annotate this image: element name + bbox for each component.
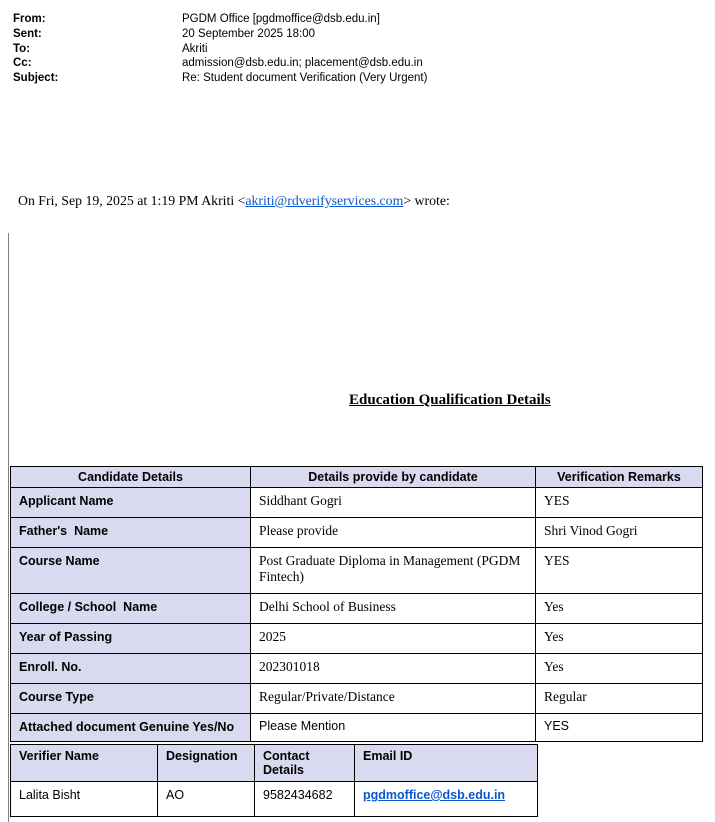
verifier-designation: AO [158, 781, 255, 816]
quote-intro [18, 192, 715, 209]
verifier-data-row [11, 781, 538, 816]
cell-value: Please Mention [251, 713, 536, 741]
header-designation: Designation [158, 744, 255, 781]
cell-value: Post Graduate Diploma in Management (PGDM Fintech) [251, 547, 536, 593]
field-label: From: [13, 13, 46, 25]
cell-remark: Yes [536, 623, 703, 653]
cell-remark: YES [536, 547, 703, 593]
cell-label: Attached document Genuine Yes/No [11, 713, 251, 741]
title-row [9, 233, 715, 409]
cell-remark: Shri Vinod Gogri [536, 517, 703, 547]
table-row [11, 623, 703, 653]
cell-remark: Regular [536, 683, 703, 713]
cell-label: Year of Passing [11, 623, 251, 653]
header-field-to [13, 42, 715, 57]
header-verifier-name: Verifier Name [11, 744, 158, 781]
cell-label: Course Type [11, 683, 251, 713]
header-field-subject [13, 71, 715, 86]
header-verification-remarks: Verification Remarks [536, 466, 703, 487]
field-value: 20 September 2025 18:00 [182, 27, 315, 40]
field-label: Sent: [13, 27, 42, 40]
cell-remark: YES [536, 487, 703, 517]
header-field-from [13, 12, 715, 27]
cell-value: Delhi School of Business [251, 593, 536, 623]
verifier-name: Lalita Bisht [11, 781, 158, 816]
document-title: Education Qualification Details [349, 391, 551, 408]
header-email-id: Email ID [355, 744, 538, 781]
field-label: Cc: [13, 57, 32, 70]
field-value: PGDM Office [pgdmoffice@dsb.edu.in] [182, 13, 380, 25]
verifier-email-cell [355, 781, 538, 816]
header-field-cc [13, 56, 715, 71]
cell-remark: Yes [536, 593, 703, 623]
table-row [11, 517, 703, 547]
verifier-contact: 9582434682 [255, 781, 355, 816]
sender-email-link[interactable]: akriti@rdverifyservices.com [245, 192, 404, 208]
cell-value: Please provide [251, 517, 536, 547]
table-row [11, 713, 703, 741]
cell-value: Siddhant Gogri [251, 487, 536, 517]
header-contact-details: Contact Details [255, 744, 355, 781]
header-field-sent [13, 27, 715, 42]
table-row [11, 547, 703, 593]
cell-label: Applicant Name [11, 487, 251, 517]
cell-label: Course Name [11, 547, 251, 593]
cell-remark: YES [536, 713, 703, 741]
cell-value: 202301018 [251, 653, 536, 683]
quote-intro-prefix: On Fri, Sep 19, 2025 at 1:19 PM Akriti < [18, 192, 246, 208]
cell-value: 2025 [251, 623, 536, 653]
cell-label: Enroll. No. [11, 653, 251, 683]
field-label: Subject: [13, 72, 59, 85]
field-value: Akriti [182, 42, 208, 55]
qualification-table [10, 466, 703, 742]
quote-intro-suffix: > wrote: [403, 192, 450, 208]
cell-label: College / School Name [11, 593, 251, 623]
header-candidate-details: Candidate Details [11, 466, 251, 487]
cell-remark: Yes [536, 653, 703, 683]
table-row [11, 593, 703, 623]
verifier-header-row [11, 744, 538, 781]
email-header [0, 0, 715, 86]
header-details-provided: Details provide by candidate [251, 466, 536, 487]
field-label: To: [13, 42, 31, 55]
cell-value: Regular/Private/Distance [251, 683, 536, 713]
table-header-row [11, 466, 703, 487]
table-row [11, 487, 703, 517]
table-row [11, 653, 703, 683]
table-row [11, 683, 703, 713]
verifier-email-link[interactable]: pgdmoffice@dsb.edu.in [363, 787, 506, 802]
cell-label: Father's Name [11, 517, 251, 547]
field-value: admission@dsb.edu.in; placement@dsb.edu.in [182, 57, 423, 70]
verifier-table [10, 744, 538, 817]
quoted-message [8, 233, 715, 822]
field-value: Re: Student document Verification (Very Urgent) [182, 72, 428, 85]
